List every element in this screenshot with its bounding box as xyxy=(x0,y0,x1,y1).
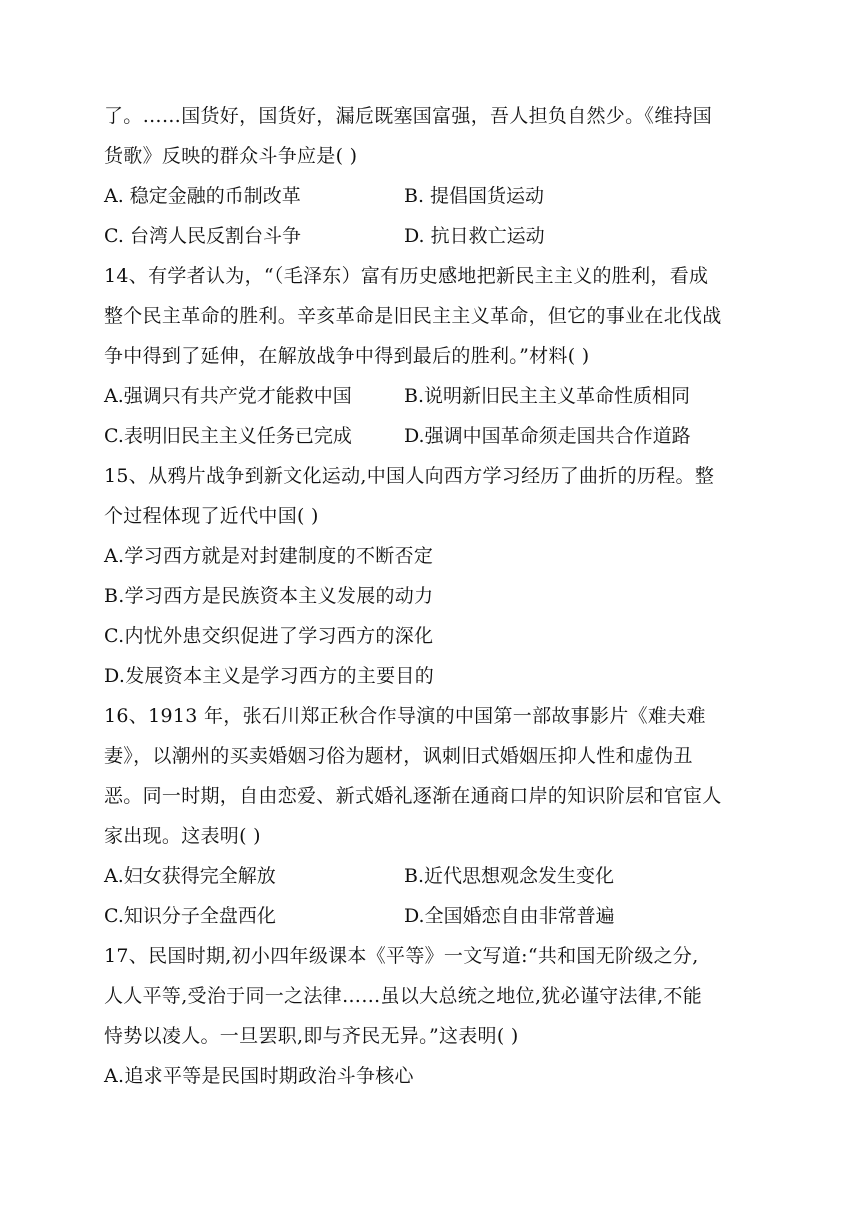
question-15 xyxy=(104,456,764,696)
question-text-line: 家出现。这表明( ) xyxy=(104,825,261,847)
option-row xyxy=(104,896,764,936)
question-text-line: 了。……国货好，国货好，漏卮既塞国富强，吾人担负自然少。《维持国 xyxy=(104,105,713,127)
option-row xyxy=(104,376,764,416)
option-row xyxy=(104,176,764,216)
question-text-line: 17、民国时期,初小四年级课本《平等》一文写道:“共和国无阶级之分, xyxy=(104,945,699,967)
option-row xyxy=(104,216,764,256)
option-a: A.追求平等是民国时期政治斗争核心 xyxy=(104,1065,414,1087)
question-text-line: 妻》，以潮州的买卖婚姻习俗为题材，讽刺旧式婚姻压抑人性和虚伪丑 xyxy=(104,745,693,767)
question-16 xyxy=(104,696,764,936)
question-text-line: 14、有学者认为，“（毛泽东）富有历史感地把新民主主义的胜利，看成 xyxy=(104,265,709,287)
option-c: C. 台湾人民反割台斗争 xyxy=(104,225,301,247)
question-text-line: 15、从鸦片战争到新文化运动,中国人向西方学习经历了曲折的历程。整 xyxy=(104,465,715,487)
question-text-line: 整个民主革命的胜利。辛亥革命是旧民主主义革命，但它的事业在北伐战 xyxy=(104,305,722,327)
option-b: B.说明新旧民主主义革命性质相同 xyxy=(404,385,691,407)
option-d: D.全国婚恋自由非常普遍 xyxy=(404,905,615,927)
option-b: B.近代思想观念发生变化 xyxy=(404,865,615,887)
question-14 xyxy=(104,256,764,456)
question-13 xyxy=(104,96,764,256)
option-c: C.表明旧民主主义任务已完成 xyxy=(104,425,352,447)
option-a: A. 稳定金融的币制改革 xyxy=(104,185,301,207)
option-a: A.强调只有共产党才能救中国 xyxy=(104,385,352,407)
option-row xyxy=(104,856,764,896)
question-text-line: 恶。同一时期，自由恋爱、新式婚礼逐渐在通商口岸的知识阶层和官宦人 xyxy=(104,785,722,807)
question-text-line: 争中得到了延伸，在解放战争中得到最后的胜利。”材料( ) xyxy=(104,345,590,367)
document-page xyxy=(104,96,764,1096)
option-c: C.知识分子全盘西化 xyxy=(104,905,276,927)
question-text-line: 个过程体现了近代中国( ) xyxy=(104,505,319,527)
question-text-line: 人人平等,受治于同一之法律……虽以大总统之地位,犹必谨守法律,不能 xyxy=(104,985,703,1007)
option-d: D. 抗日救亡运动 xyxy=(404,225,545,247)
option-c: C.内忧外患交织促进了学习西方的深化 xyxy=(104,625,434,647)
option-d: D.发展资本主义是学习西方的主要目的 xyxy=(104,665,434,687)
option-row xyxy=(104,416,764,456)
option-b: B.学习西方是民族资本主义发展的动力 xyxy=(104,585,434,607)
question-text-line: 货歌》反映的群众斗争应是( ) xyxy=(104,145,358,167)
option-b: B. 提倡国货运动 xyxy=(404,185,545,207)
option-a: A.学习西方就是对封建制度的不断否定 xyxy=(104,545,434,567)
question-text-line: 恃势以凌人。一旦罢职,即与齐民无异。”这表明( ) xyxy=(104,1025,519,1047)
option-d: D.强调中国革命须走国共合作道路 xyxy=(404,425,691,447)
option-a: A.妇女获得完全解放 xyxy=(104,865,276,887)
question-text-line: 16、1913 年，张石川郑正秋合作导演的中国第一部故事影片《难夫难 xyxy=(104,705,706,727)
question-17 xyxy=(104,936,764,1096)
